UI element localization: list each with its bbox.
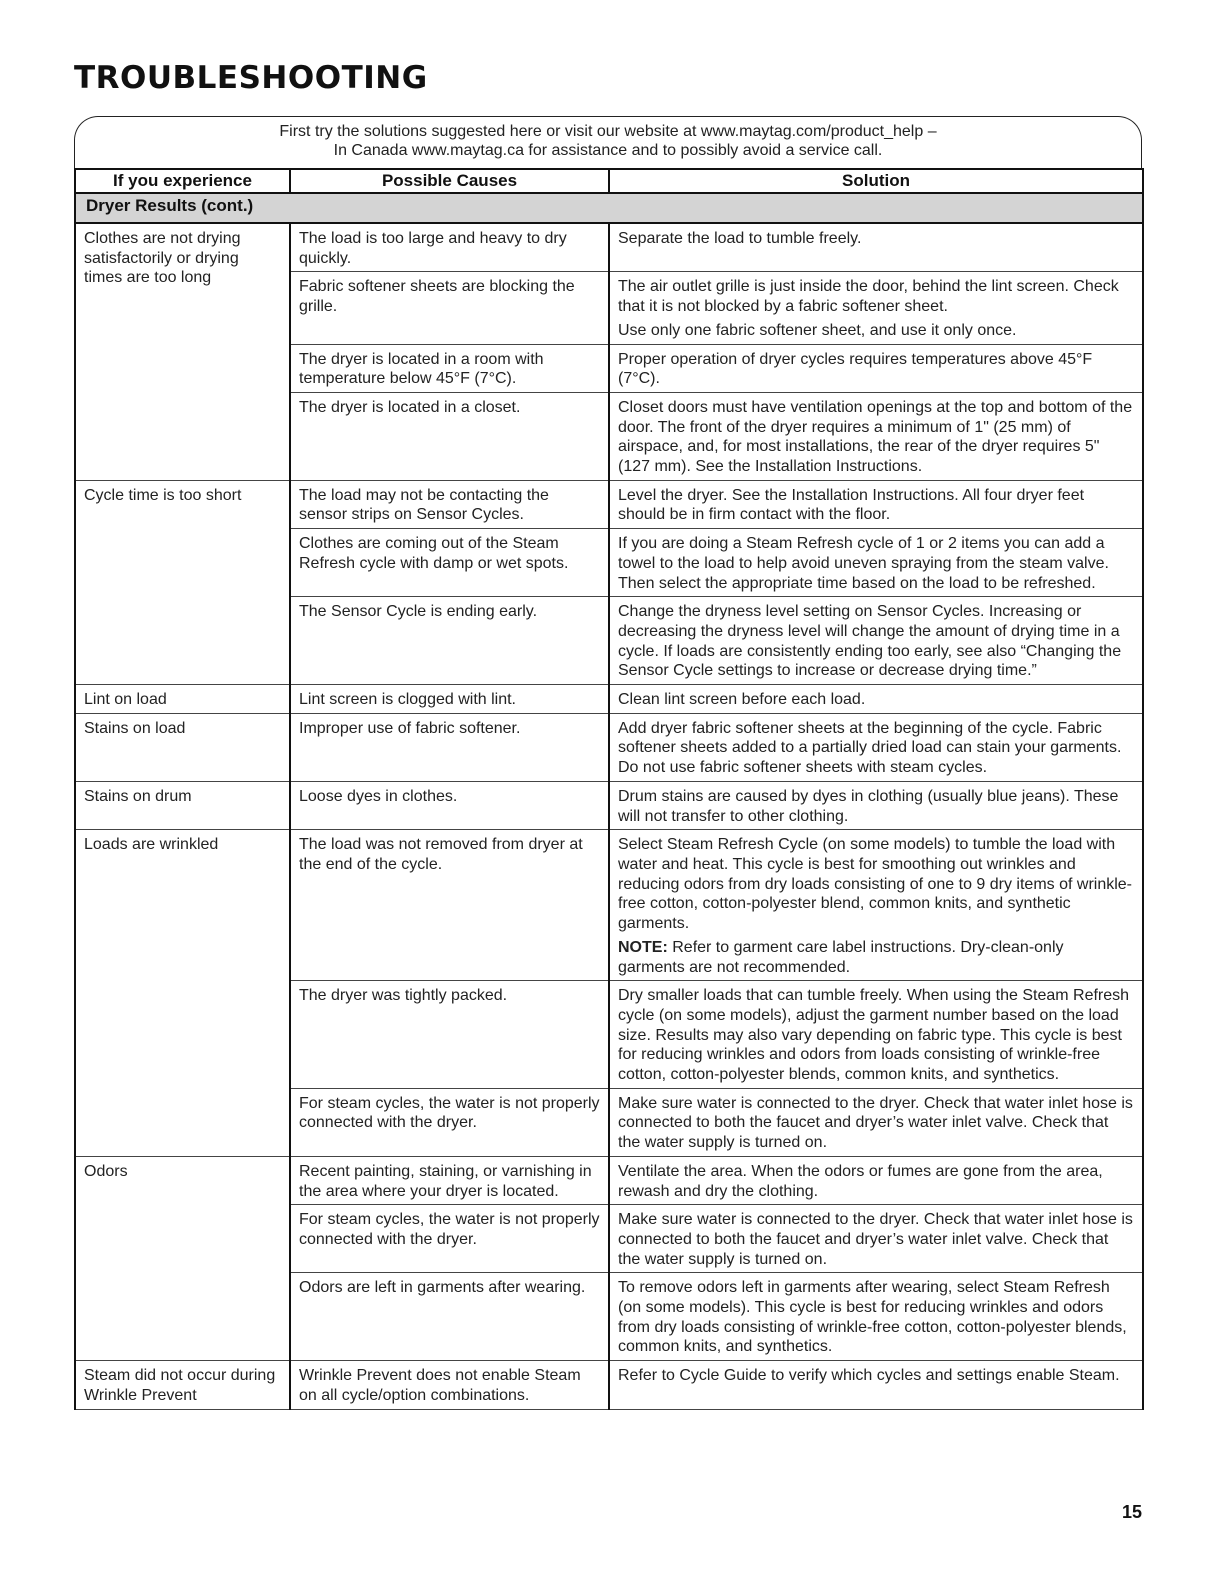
solution-cell — [609, 344, 1143, 392]
experience-cell: Lint on load — [75, 685, 290, 714]
solution-paragraph: Use only one fabric softener sheet, and use it only once. — [618, 321, 1017, 339]
solution-cell — [609, 1273, 1143, 1361]
note-text: Refer to garment care label instructions. Dry-clean-only garments are not recommended. — [618, 938, 1064, 976]
cause-cell: Odors are left in garments after wearing. — [290, 1273, 609, 1361]
cause-cell: The load is too large and heavy to dry quickly. — [290, 223, 609, 272]
solution-cell — [609, 1361, 1143, 1409]
solution-cell — [609, 713, 1143, 781]
cause-cell: Loose dyes in clothes. — [290, 781, 609, 829]
solution-cell — [609, 981, 1143, 1089]
solution-paragraph: Add dryer fabric softener sheets at the beginning of the cycle. Fabric softener sheets added to a partially dried load can stain your garments. Do not use fabric softener sheets with steam cycles. — [618, 719, 1122, 777]
cause-cell: The dryer is located in a closet. — [290, 392, 609, 480]
solution-cell — [609, 830, 1143, 981]
header-causes: Possible Causes — [290, 169, 609, 193]
cause-cell: The load was not removed from dryer at the end of the cycle. — [290, 830, 609, 981]
solution-paragraph: Proper operation of dryer cycles requires temperatures above 45°F (7°C). — [618, 350, 1093, 388]
table-header-row — [75, 169, 1143, 193]
page-title: TROUBLESHOOTING — [74, 60, 428, 96]
experience-cell: Stains on load — [75, 713, 290, 781]
troubleshooting-table — [74, 168, 1144, 1410]
solution-paragraph: If you are doing a Steam Refresh cycle of 1 or 2 items you can add a towel to the load to help avoid uneven spraying from the steam valve. Then select the appropriate time based on the load to be refreshed. — [618, 535, 1109, 592]
header-experience: If you experience — [75, 169, 290, 193]
solution-cell — [609, 272, 1143, 344]
solution-paragraph: Make sure water is connected to the dryer. Check that water inlet hose is connected to both the faucet and dryer’s water inlet valve. Check that the water supply is turned on. — [618, 1094, 1133, 1152]
solution-paragraph: Make sure water is connected to the dryer. Check that water inlet hose is connected to both the faucet and dryer’s water inlet valve. Check that the water supply is turned on. — [618, 1211, 1133, 1268]
solution-paragraph: Ventilate the area. When the odors or fumes are gone from the area, rewash and dry the clothing. — [618, 1162, 1103, 1200]
cause-cell: Recent painting, staining, or varnishing in the area where your dryer is located. — [290, 1156, 609, 1204]
table-row — [75, 830, 1143, 981]
intro-line-2: In Canada www.maytag.ca for assistance and to possibly avoid a service call. — [333, 142, 883, 159]
cause-cell: The dryer is located in a room with temperature below 45°F (7°C). — [290, 344, 609, 392]
solution-cell — [609, 1156, 1143, 1204]
solution-cell — [609, 685, 1143, 714]
solution-cell — [609, 1088, 1143, 1156]
solution-paragraph: Level the dryer. See the Installation Instructions. All four dryer feet should be in firm contact with the floor. — [618, 486, 1085, 524]
solution-cell — [609, 223, 1143, 272]
solution-paragraph: Separate the load to tumble freely. — [618, 230, 862, 247]
solution-paragraph: To remove odors left in garments after wearing, select Steam Refresh (on some models). This cycle is best for reducing wrinkles and odors from dry loads consisting of wrinkle-free cotton, cotton-polyester blends, common knits, and synthetics. — [618, 1279, 1127, 1356]
experience-cell: Cycle time is too short — [75, 480, 290, 684]
header-solution: Solution — [609, 169, 1143, 193]
solution-paragraph: Clean lint screen before each load. — [618, 691, 866, 709]
table-body — [75, 193, 1143, 1409]
solution-paragraph: Select Steam Refresh Cycle (on some models) to tumble the load with water and heat. This cycle is best for smoothing out wrinkles and reducing odors from dry loads consisting of one to 9 dry items of wrinkle-free cotton, cotton-polyester blend, common knits, and synthetic garments. — [618, 836, 1133, 933]
solution-paragraph: Change the dryness level setting on Sensor Cycles. Increasing or decreasing the dryness level will change the amount of drying time in a cycle. If loads are consistently ending too early, see also “Changing the Sensor Cycle settings to increase or decrease drying time.” — [618, 603, 1122, 680]
experience-cell: Loads are wrinkled — [75, 830, 290, 1157]
cause-cell: Improper use of fabric softener. — [290, 713, 609, 781]
cause-cell: Clothes are coming out of the Steam Refresh cycle with damp or wet spots. — [290, 529, 609, 597]
section-label: Dryer Results (cont.) — [75, 193, 1143, 223]
solution-paragraph: Refer to Cycle Guide to verify which cycles and settings enable Steam. — [618, 1367, 1120, 1385]
intro-text — [74, 122, 1142, 160]
experience-cell: Odors — [75, 1156, 290, 1360]
solution-cell — [609, 781, 1143, 829]
solution-cell — [609, 392, 1143, 480]
table-row — [75, 685, 1143, 714]
solution-cell — [609, 529, 1143, 597]
table-row — [75, 1156, 1143, 1204]
cause-cell: The Sensor Cycle is ending early. — [290, 597, 609, 685]
table-row — [75, 1361, 1143, 1409]
experience-cell: Stains on drum — [75, 781, 290, 829]
table-row — [75, 480, 1143, 528]
solution-paragraph: Closet doors must have ventilation openings at the top and bottom of the door. The front of the dryer requires a minimum of 1" (25 mm) of airspace, and, for most installations, the rear of the dryer requires 5" (127 mm). See the Installation Instructions. — [618, 398, 1133, 476]
solution-paragraph: Drum stains are caused by dyes in clothing (usually blue jeans). These will not transfer to other clothing. — [618, 787, 1119, 825]
cause-cell: Wrinkle Prevent does not enable Steam on all cycle/option combinations. — [290, 1361, 609, 1409]
cause-cell: For steam cycles, the water is not properly connected with the dryer. — [290, 1088, 609, 1156]
solution-paragraph: The air outlet grille is just inside the door, behind the lint screen. Check that it is not blocked by a fabric softener sheet. — [618, 278, 1119, 316]
experience-cell: Steam did not occur during Wrinkle Prevent — [75, 1361, 290, 1409]
cause-cell: For steam cycles, the water is not properly connected with the dryer. — [290, 1205, 609, 1273]
table-row — [75, 781, 1143, 829]
experience-cell: Clothes are not drying satisfactorily or drying times are too long — [75, 223, 290, 480]
table-row — [75, 223, 1143, 272]
cause-cell: Lint screen is clogged with lint. — [290, 685, 609, 714]
cause-cell: Fabric softener sheets are blocking the grille. — [290, 272, 609, 344]
solution-cell — [609, 597, 1143, 685]
solution-paragraph: Dry smaller loads that can tumble freely. When using the Steam Refresh cycle (on some models), adjust the garment number based on the load size. Results may also vary depending on fabric type. This cycle is best for reducing wrinkles and odors from loads consisting of wrinkle-free cotton, cotton-polyester blends, common knits, and synthetics. — [618, 987, 1130, 1084]
note-label: NOTE: — [618, 938, 668, 956]
cause-cell: The load may not be contacting the sensor strips on Sensor Cycles. — [290, 480, 609, 528]
intro-line-1: First try the solutions suggested here or visit our website at www.maytag.com/product_help – — [279, 123, 937, 140]
cause-cell: The dryer was tightly packed. — [290, 981, 609, 1089]
solution-cell — [609, 1205, 1143, 1273]
section-row — [75, 193, 1143, 223]
solution-cell — [609, 480, 1143, 528]
table-row — [75, 713, 1143, 781]
solution-note — [618, 938, 1134, 977]
page-number: 15 — [1121, 1502, 1142, 1522]
